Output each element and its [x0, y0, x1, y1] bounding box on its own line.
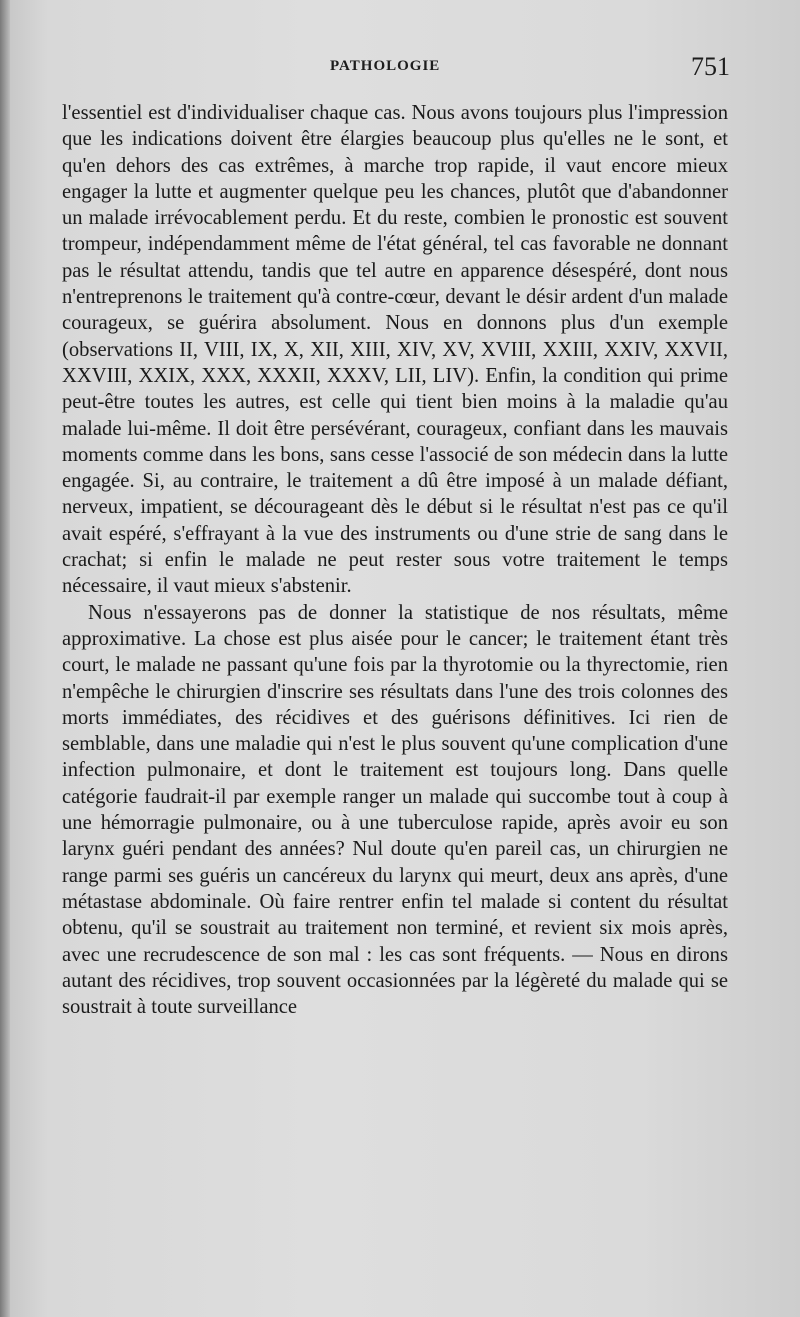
paragraph-1: l'essentiel est d'individualiser chaque cas. Nous avons toujours plus l'impression que les indications doivent être élargies beaucoup plus qu'elles ne le sont, et qu'en dehors des cas extrêmes, à marche trop rapide, il vaut encore mieux engager la lutte et augmenter quelque peu les chances, plutôt que d'abandonner un malade irrévocablement perdu. Et du reste, combien le pronostic est souvent trompeur, indépendamment même de l'état général, tel cas favorable ne donnant pas le résultat attendu, tandis que tel autre en apparence désespéré, dont nous n'entreprenons le traitement qu'à contre-cœur, devant le désir ardent d'un malade courageux, se guérira absolument. Nous en donnons plus d'un exemple (observations II, VIII, IX, X, XII, XIII, XIV, XV, XVIII, XXIII, XXIV, XXVII, XXVIII, XXIX, XXX, XXXII, XXXV, LII, LIV). Enfin, la condition qui prime peut-être toutes les autres, est celle qui tient bien moins à la maladie qu'au malade lui-même. Il doit être persévérant, courageux, confiant dans les mauvais moments comme dans les bons, sans cesse l'associé de son médecin dans la lutte engagée. Si, au contraire, le traitement a dû être imposé à un malade défiant, nerveux, impatient, se décourageant dès le début si le résultat n'est pas ce qu'il avait espéré, s'effrayant à la vue des instruments ou d'une strie de sang dans le crachat; si enfin le malade ne peut rester sous votre traitement le temps nécessaire, il vaut mieux s'abstenir.	[62, 102, 728, 598]
page-number: 751	[691, 52, 730, 81]
paragraph-2: Nous n'essayerons pas de donner la statistique de nos résultats, même approximative. La chose est plus aisée pour le cancer; le traitement étant très court, le malade ne passant qu'une fois par la thyrotomie ou la thyrectomie, rien n'empêche le chirurgien d'inscrire ses résultats dans l'une des trois colonnes des morts immédiates, des récidives et des guérisons définitives. Ici rien de semblable, dans une maladie qui n'est le plus souvent qu'une complication d'une infection pulmonaire, et dont le traitement est toujours long. Dans quelle catégorie faudrait-il par exemple ranger un malade qui succombe tout à coup à une hémorragie pulmonaire, ou à une tuberculose rapide, après avoir eu son larynx guéri pendant des années? Nul doute qu'en pareil cas, un chirurgien ne range parmi ses guéris un cancéreux du larynx qui meurt, deux ans après, d'une métastase abdominale. Où faire rentrer enfin tel malade si content du résultat obtenu, qu'il se soustrait au traitement non terminé, et revient six mois après, avec une recrudescence de son mal : les cas sont fréquents. — Nous en dirons autant des récidives, trop souvent occasionnées par la légèreté du malade qui se soustrait à toute surveillance	[62, 601, 728, 1019]
body-text	[62, 100, 728, 1020]
page-header	[60, 52, 730, 84]
running-title: PATHOLOGIE	[330, 58, 441, 74]
page-binding-shadow	[0, 0, 10, 1317]
